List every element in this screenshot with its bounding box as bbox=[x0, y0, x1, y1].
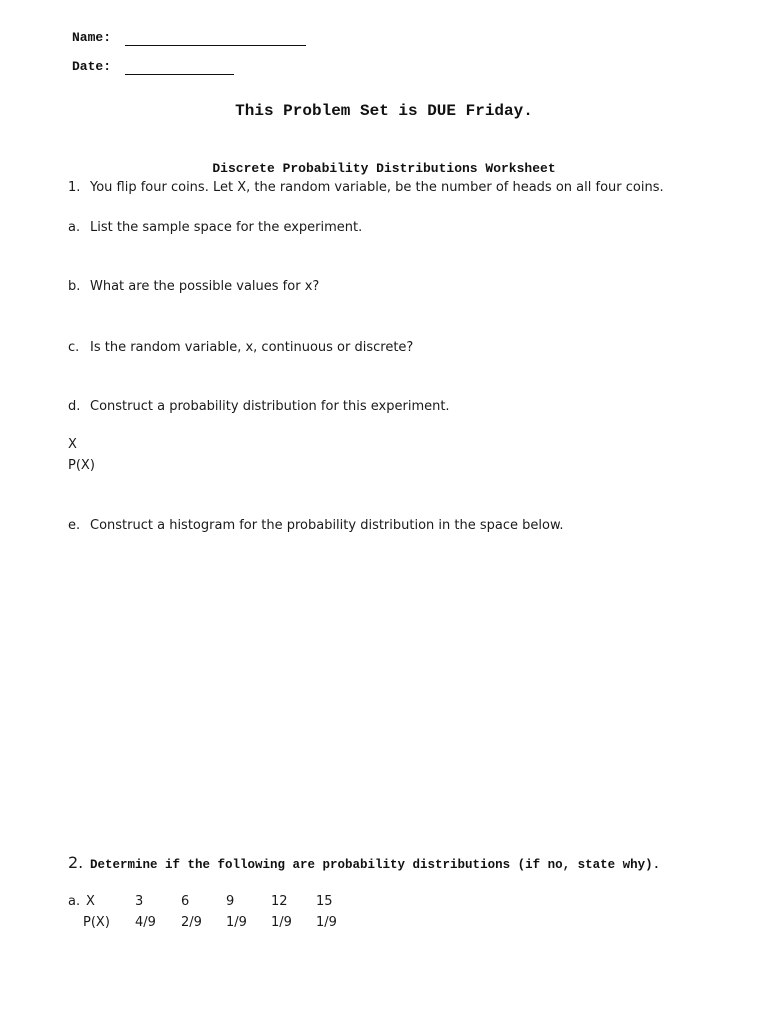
question-1-number: 1. bbox=[68, 180, 81, 195]
question-2 bbox=[68, 853, 660, 872]
x-value: 15 bbox=[316, 894, 333, 909]
x-value: 12 bbox=[271, 894, 288, 909]
date-label: Date: bbox=[72, 59, 112, 74]
name-field[interactable] bbox=[125, 45, 306, 46]
question-1 bbox=[68, 180, 664, 195]
p-value: 1/9 bbox=[226, 915, 247, 930]
part-letter: a. bbox=[68, 894, 81, 909]
part-letter: e. bbox=[68, 518, 81, 533]
table-x-label: X bbox=[68, 437, 77, 452]
p-value: 4/9 bbox=[135, 915, 156, 930]
question-1b bbox=[68, 279, 319, 294]
part-text: What are the possible values for x? bbox=[90, 279, 320, 294]
name-label: Name: bbox=[72, 30, 112, 45]
x-value: 6 bbox=[181, 894, 190, 909]
question-1e bbox=[68, 518, 564, 533]
x-label: X bbox=[86, 894, 95, 909]
px-label: P(X) bbox=[83, 915, 110, 930]
worksheet-title: Discrete Probability Distributions Worksheet bbox=[212, 161, 556, 176]
part-letter: b. bbox=[68, 279, 81, 294]
part-letter: a. bbox=[68, 220, 81, 235]
part-letter: d. bbox=[68, 399, 81, 414]
due-notice: This Problem Set is DUE Friday. bbox=[235, 102, 533, 120]
p-value: 2/9 bbox=[181, 915, 202, 930]
table-px-label: P(X) bbox=[68, 458, 95, 473]
dist-row-x bbox=[68, 894, 388, 912]
x-value: 9 bbox=[226, 894, 235, 909]
part-text: Is the random variable, x, continuous or discrete? bbox=[90, 340, 414, 355]
question-1d bbox=[68, 399, 450, 414]
part-text: Construct a histogram for the probability distribution in the space below. bbox=[90, 518, 564, 533]
part-text: List the sample space for the experiment. bbox=[90, 220, 363, 235]
p-value: 1/9 bbox=[316, 915, 337, 930]
question-2-text: Determine if the following are probability distributions (if no, state why). bbox=[90, 858, 661, 872]
part-text: Construct a probability distribution for this experiment. bbox=[90, 399, 450, 414]
question-1c bbox=[68, 340, 413, 355]
p-value: 1/9 bbox=[271, 915, 292, 930]
question-1a bbox=[68, 220, 362, 235]
question-1-text: You flip four coins. Let X, the random variable, be the number of heads on all four coins. bbox=[90, 180, 664, 195]
x-value: 3 bbox=[135, 894, 144, 909]
part-letter: c. bbox=[68, 340, 80, 355]
question-2-number: 2. bbox=[68, 853, 84, 872]
dist-row-px bbox=[68, 915, 388, 933]
date-field[interactable] bbox=[125, 74, 234, 75]
